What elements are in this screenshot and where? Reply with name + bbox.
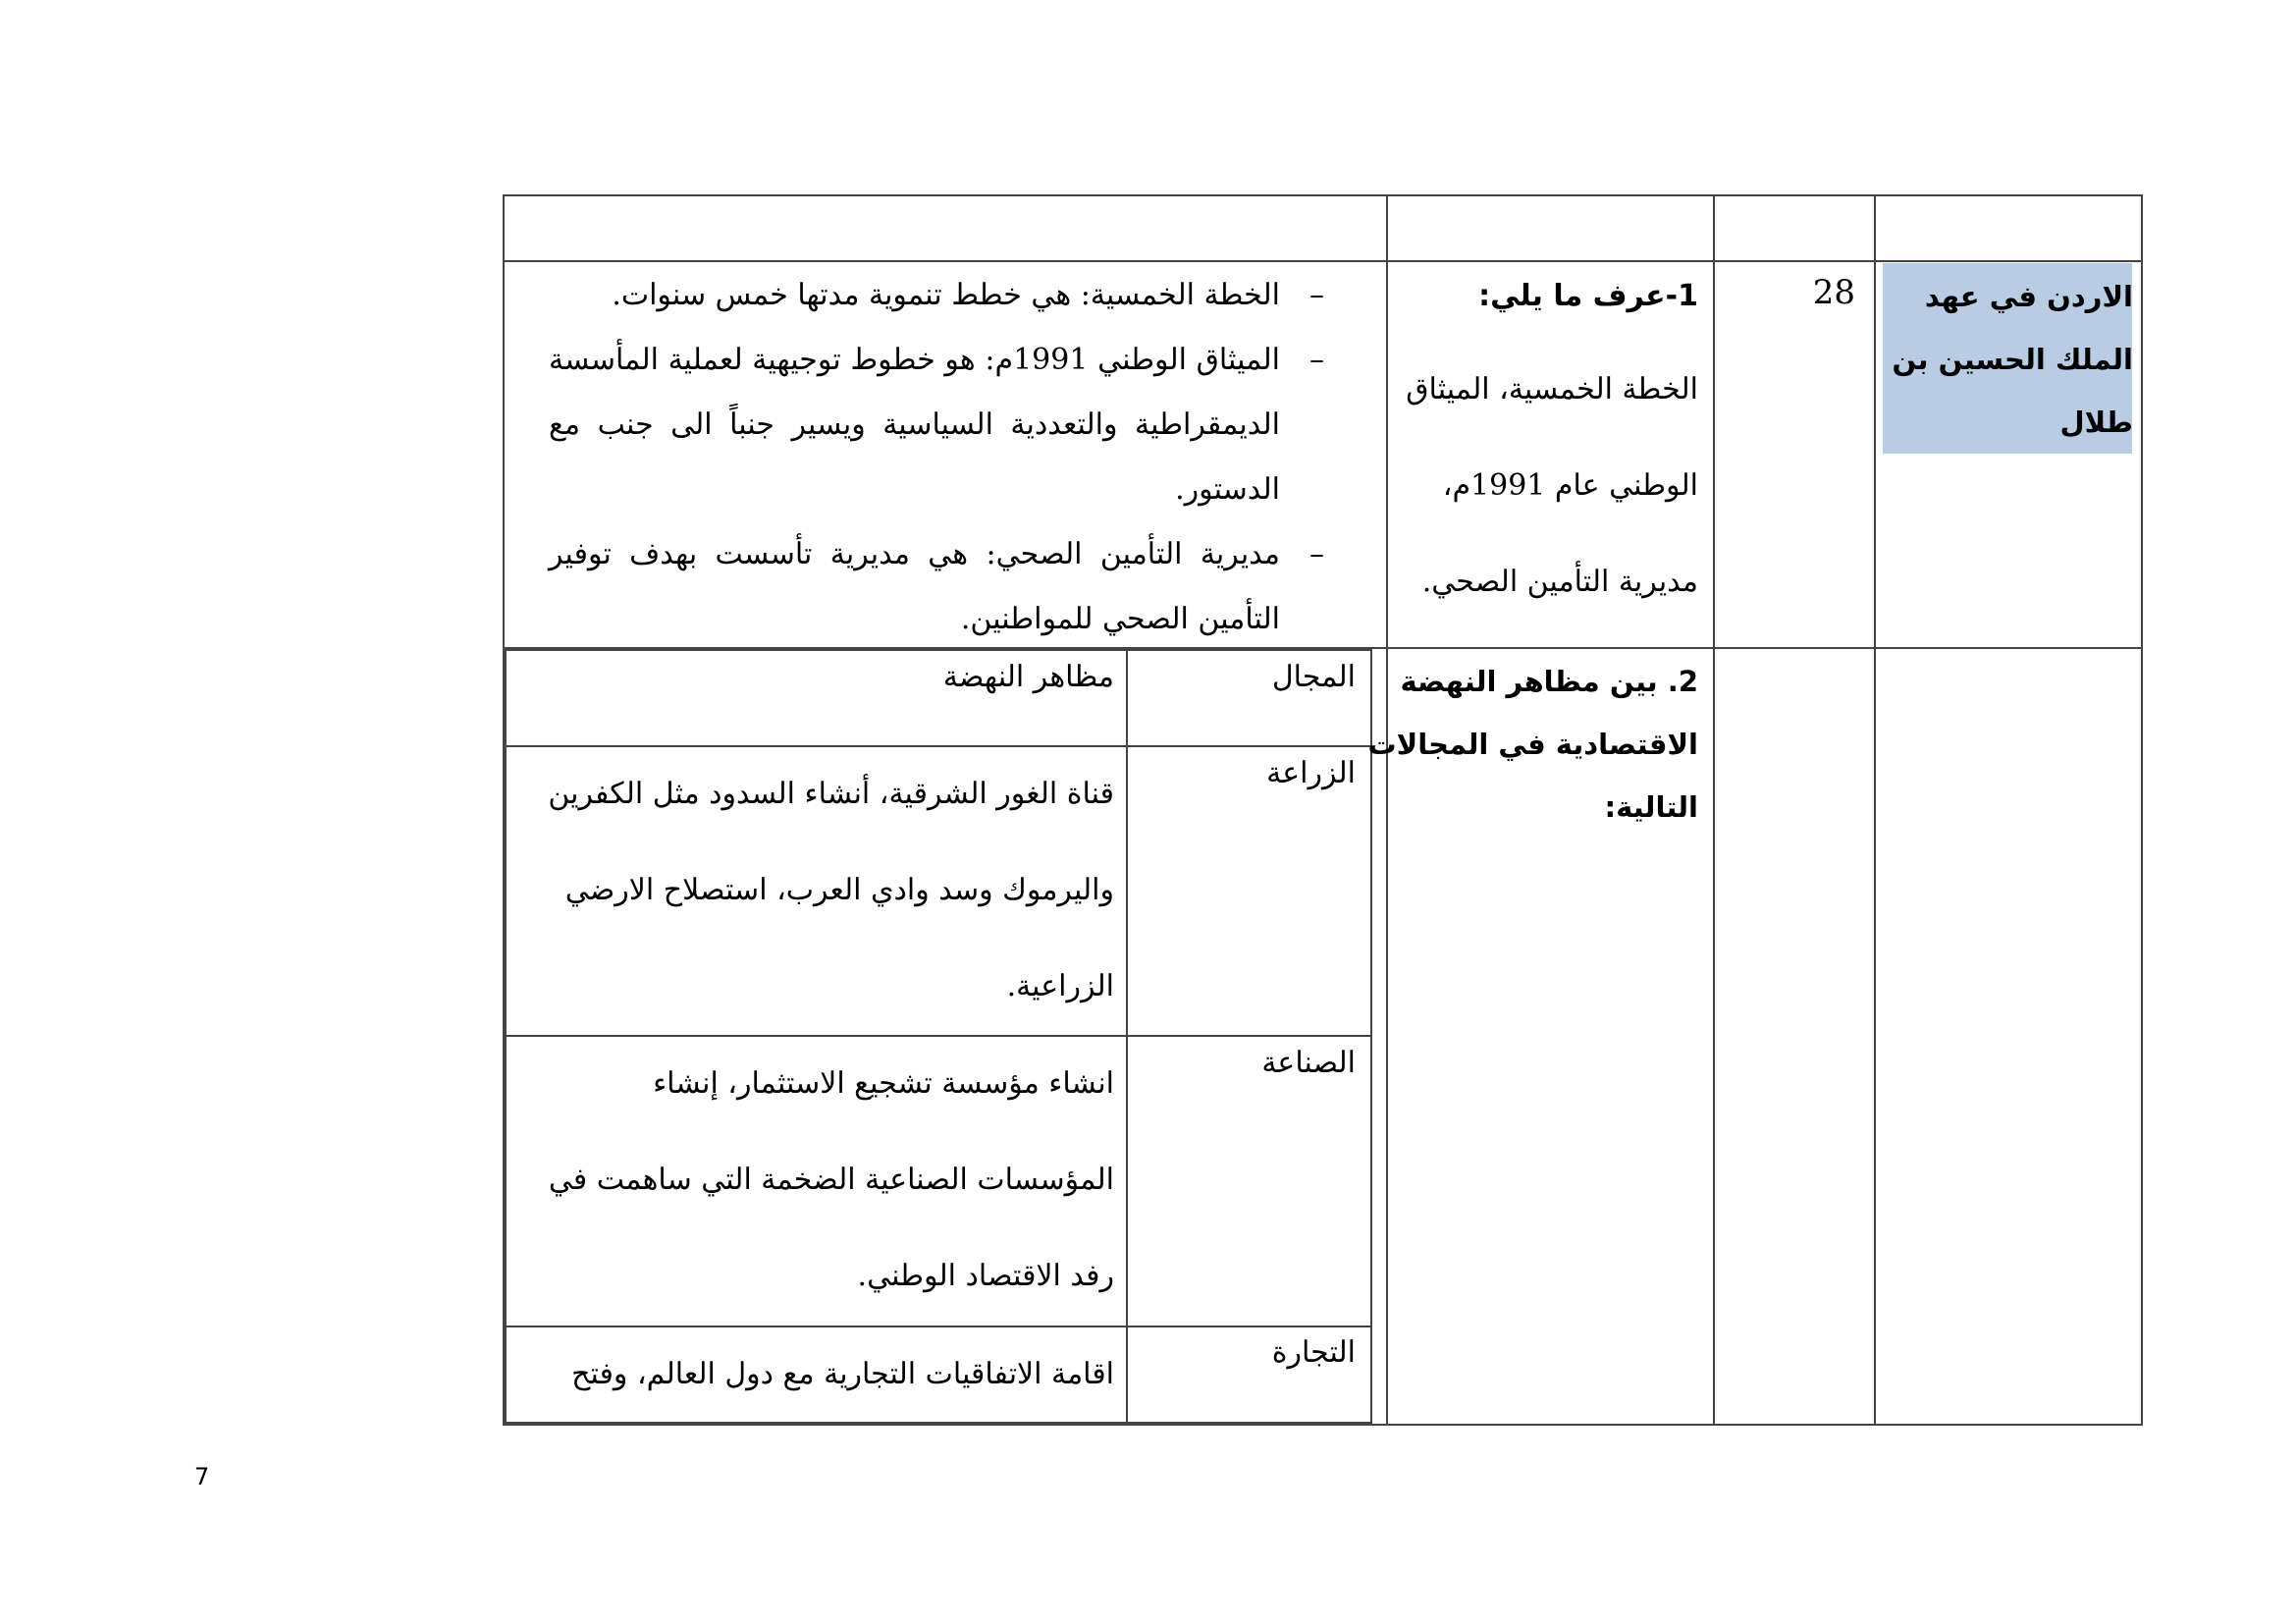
renaissance-row-aspects (548, 746, 1114, 1035)
aspects-line: واليرموك وسد وادي العرب، استصلاح الارضي (564, 873, 1114, 907)
aspects-line: المؤسسات الصناعية الضخمة التي ساهمت في (548, 1163, 1114, 1197)
question1-heading: 1-عرف ما يلي: (1478, 279, 1698, 313)
col-divider-page (1713, 194, 1715, 1426)
answer1-item-text: مديرية التأمين الصحي: هي مديرية تأسست بهدف توفير التأمين الصحي للمواطنين. (549, 537, 1280, 636)
answer1-list (549, 263, 1324, 652)
answer1-item-text: الخطة الخمسية: هي خطط تنموية مدتها خمس سنوات. (612, 278, 1280, 312)
dash-icon: – (1309, 278, 1324, 312)
col-divider-title (1874, 194, 1876, 1426)
renaissance-row-aspects (571, 1326, 1114, 1423)
aspects-line: انشاء مؤسسة تشجيع الاستثمار، إنشاء (653, 1066, 1114, 1101)
lesson-page-number: 28 (1812, 273, 1855, 312)
unit-title-line: الاردن في عهد (1924, 280, 2133, 313)
renaissance-row-field: الزراعة (1266, 756, 1356, 790)
question2-line: 2. بين مظاهر النهضة (1400, 665, 1698, 698)
answer1-item (549, 328, 1324, 522)
renaissance-header-aspects: مظاهر النهضة (942, 660, 1114, 694)
dash-icon: – (1309, 537, 1324, 571)
question1-line: الوطني عام 1991م، (1442, 468, 1698, 503)
unit-title (1893, 265, 2133, 454)
question2-line: الاقتصادية في المجالات (1367, 728, 1698, 761)
renaissance-row-field: الصناعة (1261, 1046, 1356, 1080)
dash-icon: – (1309, 343, 1324, 377)
question2-block (1367, 650, 1698, 839)
answer1-item (549, 263, 1324, 328)
page-number: 7 (194, 1463, 210, 1490)
question1-line: مديرية التأمين الصحي. (1421, 565, 1698, 599)
answer1-item-text: الميثاق الوطني 1991م: هو خطوط توجيهية لعملية المأسسة الديمقراطية والتعددية السياسية ويسير جنباً الى جنب مع الدستور. (549, 343, 1280, 507)
question1-block (1406, 271, 1698, 630)
aspects-line: رفد الاقتصاد الوطني. (857, 1259, 1114, 1293)
renaissance-header-field: المجال (1271, 660, 1356, 694)
aspects-line: اقامة الاتفاقيات التجارية مع دول العالم، وفتح (571, 1357, 1114, 1391)
unit-title-line: طلال (2059, 406, 2133, 439)
answer1-item (549, 522, 1324, 652)
question2-line: التالية: (1604, 790, 1698, 824)
aspects-line: قناة الغور الشرقية، أنشاء السدود مثل الكفرين (548, 777, 1114, 811)
row-divider-header (503, 260, 2143, 262)
renaissance-row-aspects (549, 1036, 1114, 1325)
renaissance-row-field: التجارة (1271, 1335, 1356, 1370)
question1-line: الخطة الخمسية، الميثاق (1406, 372, 1698, 406)
unit-title-line: الملك الحسين بن (1892, 343, 2133, 376)
aspects-line: الزراعية. (1006, 969, 1114, 1003)
